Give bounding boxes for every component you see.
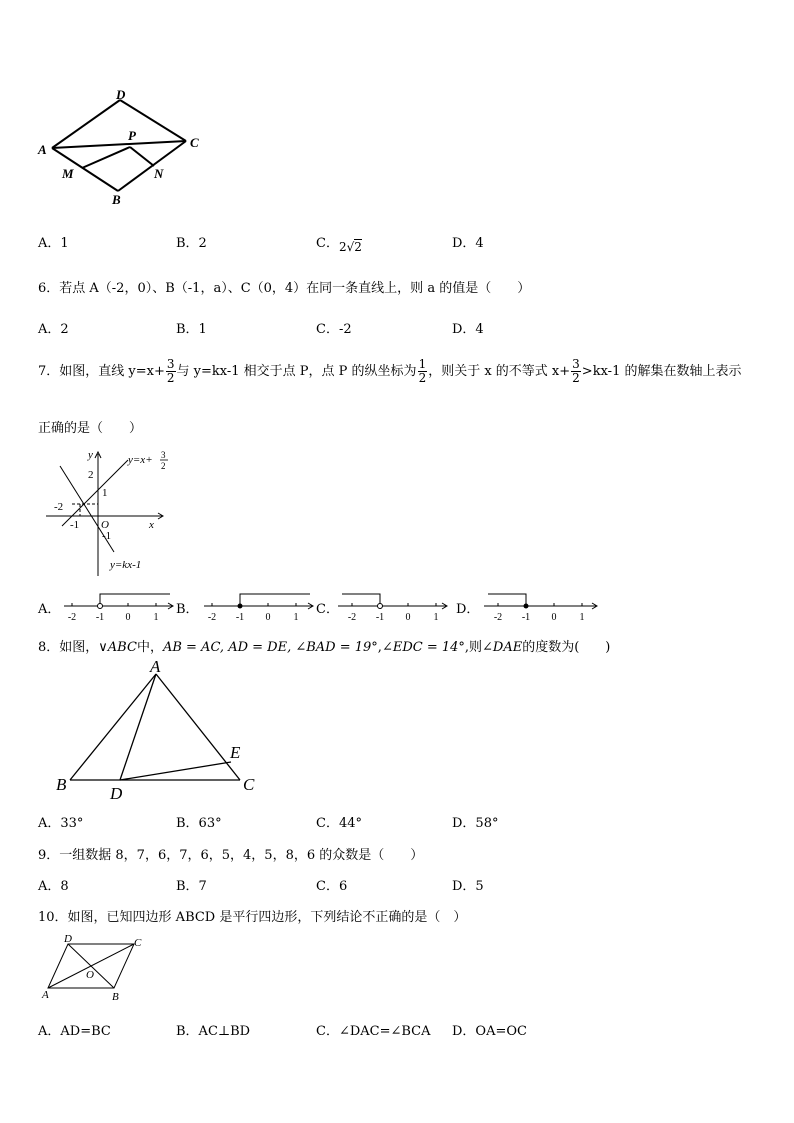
fig5-label-D: D <box>116 87 126 102</box>
q7-frac3 <box>571 358 581 385</box>
q8-option-c: C．44° <box>316 816 362 831</box>
q8-angle: ∠DAE <box>482 640 523 655</box>
q10-option-a: A．AD=BC <box>38 1024 111 1039</box>
q7-graph-line1-num: 3 <box>161 450 166 460</box>
numline-d-tick-0: 0 <box>551 612 557 623</box>
numline-a-tick-m2: -2 <box>67 612 77 623</box>
q10-fig-label-O: O <box>86 969 94 981</box>
q8-fig-label-B: B <box>56 775 67 794</box>
numline-b-tick-m2: -2 <box>207 612 217 623</box>
q9-option-a: A．8 <box>38 879 69 894</box>
q7-stem <box>38 358 741 385</box>
q8-stem-part1: 8．如图， <box>38 640 99 655</box>
q10-option-b: B．AC⊥BD <box>176 1024 251 1039</box>
q6-option-c: C．-2 <box>316 322 352 337</box>
q8-fig-label-A: A <box>150 657 161 676</box>
numline-c-tick-m1: -1 <box>375 612 385 623</box>
q8-option-a: A．33° <box>38 816 84 831</box>
q7-graph-line2-label: y=kx-1 <box>110 559 142 571</box>
q6-option-a: A．2 <box>38 322 69 337</box>
numline-d-tick-m1: -1 <box>521 612 531 623</box>
q10-figure <box>40 934 160 1006</box>
q5-option-d: D．4 <box>452 236 484 251</box>
q8-figure <box>50 656 270 804</box>
fig5-label-A: A <box>38 142 47 157</box>
q7-numline-a <box>62 588 174 624</box>
q10-fig-label-D: D <box>64 934 72 945</box>
numline-b-tick-0: 0 <box>265 612 271 623</box>
q7-graph-line1-den: 2 <box>161 461 166 471</box>
q7-stem-part4: >kx-1 的解集在数轴上表示 <box>581 364 742 379</box>
q9-stem: 9．一组数据 8，7，6，7，6，5，4，5，8，6 的众数是（ ） <box>38 848 424 863</box>
fig5-label-N: N <box>154 166 164 181</box>
q8-conditions: AB = AC, AD = DE, ∠BAD = 19° <box>162 640 378 655</box>
numline-b-tick-1: 1 <box>293 612 299 623</box>
q10-fig-label-A: A <box>42 989 49 1001</box>
fig5-label-B: B <box>112 192 121 207</box>
q7-frac2-den: 2 <box>418 371 427 385</box>
q5-option-a: A．1 <box>38 236 69 251</box>
fig5-label-P: P <box>128 128 136 143</box>
q7-graph-tick-xm1: -1 <box>70 519 80 531</box>
q8-option-b: B．63° <box>176 816 222 831</box>
q10-option-d: D．OA=OC <box>452 1024 527 1039</box>
q7-graph-origin: O <box>101 519 109 531</box>
q8-fig-label-D: D <box>110 784 123 803</box>
q8-fig-label-C: C <box>243 775 255 794</box>
q8-stem-part4: 的度数为( ) <box>522 640 611 655</box>
q6-stem: 6．若点 A（-2，0）、B（-1，a）、C（0，4）在同一条直线上，则 a 的值是（ ） <box>38 281 531 296</box>
numline-d-tick-m2: -2 <box>493 612 503 623</box>
q7-option-b: B． <box>176 602 199 617</box>
q5-figure <box>36 86 216 208</box>
q8-stem-part3: ,则 <box>464 640 483 655</box>
q7-option-a: A． <box>38 602 61 617</box>
q9-option-d: D．5 <box>452 879 484 894</box>
q7-numline-b <box>202 588 314 624</box>
q5-option-b: B．2 <box>176 236 207 251</box>
q10-stem: 10．如图，已知四边形 ABCD 是平行四边形，下列结论不正确的是（ ） <box>38 910 467 925</box>
q7-frac1 <box>166 358 176 385</box>
q7-option-d: D． <box>456 602 480 617</box>
q7-graph-tick-y1: 1 <box>102 487 108 499</box>
q7-graph-line1-label: y=x+ <box>128 454 153 466</box>
q10-fig-label-C: C <box>134 937 142 949</box>
numline-c-tick-0: 0 <box>405 612 411 623</box>
q7-frac3-num: 3 <box>572 357 580 371</box>
numline-d-tick-1: 1 <box>579 612 585 623</box>
q7-frac2-num: 1 <box>418 357 427 371</box>
q5-option-c-prefix: C． <box>316 236 339 251</box>
numline-b-tick-m1: -1 <box>235 612 245 623</box>
q7-numline-c <box>336 588 448 624</box>
q10-option-c: C．∠DAC=∠BCA <box>316 1024 431 1039</box>
q9-option-c: C．6 <box>316 879 348 894</box>
q7-stem-line2: 正确的是（ ） <box>38 421 143 436</box>
q10-fig-label-B: B <box>112 991 119 1003</box>
fig5-label-C: C <box>190 135 199 150</box>
numline-a-tick-0: 0 <box>125 612 131 623</box>
numline-c-tick-m2: -2 <box>347 612 357 623</box>
q8-stem: 8．如图，∨ABC中，AB = AC, AD = DE, ∠BAD = 19°,∠EDC = 14°,则∠DAE的度数为( ) <box>38 640 611 655</box>
q7-numline-d <box>482 588 598 624</box>
q7-graph-tick-xm2: -2 <box>54 501 64 513</box>
q6-option-b: B．1 <box>176 322 207 337</box>
numline-a-tick-m1: -1 <box>95 612 105 623</box>
q7-option-c: C． <box>316 602 339 617</box>
q8-triangle: ∨ABC <box>98 640 137 655</box>
q7-graph-tick-ym1: -1 <box>102 530 112 542</box>
q5-option-c-coef: 2 <box>338 240 347 254</box>
q8-option-d: D．58° <box>452 816 499 831</box>
q6-option-d: D．4 <box>452 322 484 337</box>
q8-fig-label-E: E <box>230 743 241 762</box>
q8-condition2: ∠EDC = 14° <box>381 640 465 655</box>
q7-frac1-den: 2 <box>166 371 175 385</box>
q5-option-c <box>316 232 362 254</box>
q7-frac2 <box>418 358 428 385</box>
sqrt-icon: √ <box>346 240 355 254</box>
q7-graph-y-axis: y <box>88 449 93 461</box>
q7-graph <box>42 448 182 578</box>
q5-option-c-radicand: 2 <box>354 240 362 254</box>
q7-graph-x-axis: x <box>149 519 154 531</box>
q8-stem-part2: 中， <box>136 640 163 655</box>
q7-frac1-num: 3 <box>166 357 175 371</box>
q7-stem-part3: ，则关于 x 的不等式 x+ <box>428 364 571 379</box>
numline-c-tick-1: 1 <box>433 612 439 623</box>
fig5-label-M: M <box>62 166 74 181</box>
numline-a-tick-1: 1 <box>153 612 159 623</box>
q7-stem-part1: 7．如图，直线 y=x+ <box>38 364 165 379</box>
q9-option-b: B．7 <box>176 879 207 894</box>
q7-stem-part2: 与 y=kx-1 相交于点 P，点 P 的纵坐标为 <box>176 364 417 379</box>
q7-frac3-den: 2 <box>572 371 580 385</box>
q7-graph-tick-y2: 2 <box>88 469 94 481</box>
